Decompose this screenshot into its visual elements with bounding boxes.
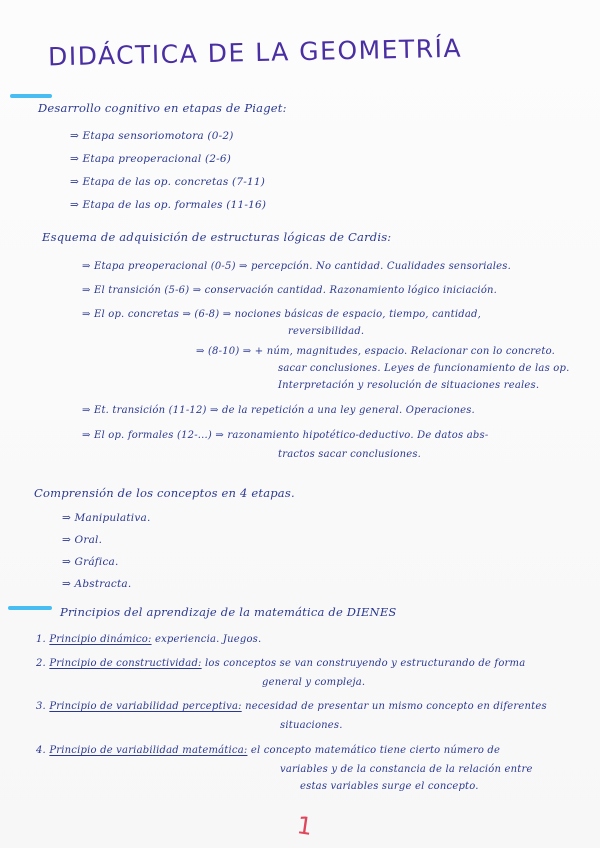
comprension-item: ⇒ Manipulativa. <box>62 512 151 524</box>
piaget-item: ⇒ Etapa preoperacional (2-6) <box>70 153 232 165</box>
piaget-item: ⇒ Etapa de las op. concretas (7-11) <box>70 176 266 188</box>
principle-text: el concepto matemático tiene cierto número de <box>250 745 501 756</box>
cardis-item: tractos sacar conclusiones. <box>278 449 422 460</box>
piaget-heading: Desarrollo cognitivo en etapas de Piaget: <box>38 101 287 115</box>
cardis-item: ⇒ Et. transición (11-12) ⇒ de la repetición a una ley general. Operaciones. <box>82 405 475 416</box>
cardis-heading: Esquema de adquisición de estructuras lógicas de Cardis: <box>42 230 392 244</box>
cardis-item: ⇒ El op. formales (12-...) ⇒ razonamiento hipotético-deductivo. De datos abs- <box>82 430 489 441</box>
cardis-item: Interpretación y resolución de situaciones reales. <box>278 380 540 391</box>
comprension-item: ⇒ Abstracta. <box>62 578 132 590</box>
principle-title: Principio dinámico: <box>49 634 152 645</box>
principle-2-cont: general y compleja. <box>262 677 366 688</box>
cardis-item: reversibilidad. <box>288 326 365 337</box>
principle-4-cont: estas variables surge el concepto. <box>300 781 479 792</box>
principle-text: experiencia. Juegos. <box>154 634 262 645</box>
comprension-item: ⇒ Oral. <box>62 534 103 546</box>
piaget-item: ⇒ Etapa de las op. formales (11-16) <box>70 199 267 211</box>
principle-1 <box>36 634 261 645</box>
principle-4-cont: variables y de la constancia de la relación entre <box>280 764 533 775</box>
comprension-heading: Comprensión de los conceptos en 4 etapas. <box>34 486 295 500</box>
highlighter-mark <box>8 606 52 610</box>
principle-number: 3. <box>36 701 46 712</box>
comprension-item: ⇒ Gráfica. <box>62 556 119 568</box>
highlighter-mark <box>10 94 52 98</box>
page-number: 1 <box>295 811 315 841</box>
principle-number: 2. <box>36 658 46 669</box>
principle-3 <box>36 701 547 712</box>
cardis-item: ⇒ El op. concretas ⇒ (6-8) ⇒ nociones básicas de espacio, tiempo, cantidad, <box>82 309 482 320</box>
principle-number: 4. <box>36 745 46 756</box>
principle-title: Principio de constructividad: <box>49 658 202 669</box>
cardis-item: sacar conclusiones. Leyes de funcionamiento de las op. <box>278 363 570 374</box>
principle-2 <box>36 658 525 669</box>
principle-text: los conceptos se van construyendo y estructurando de forma <box>205 658 526 669</box>
principle-title: Principio de variabilidad perceptiva: <box>49 701 242 712</box>
piaget-item: ⇒ Etapa sensoriomotora (0-2) <box>70 130 234 142</box>
cardis-item: ⇒ (8-10) ⇒ + núm, magnitudes, espacio. Relacionar con lo concreto. <box>196 346 556 357</box>
cardis-item: ⇒ Etapa preoperacional (0-5) ⇒ percepción. No cantidad. Cualidades sensoriales. <box>82 261 511 272</box>
cardis-item: ⇒ El transición (5-6) ⇒ conservación cantidad. Razonamiento lógico iniciación. <box>82 285 498 296</box>
principle-number: 1. <box>36 634 46 645</box>
page-title: DIDÁCTICA DE LA GEOMETRÍA <box>47 33 463 72</box>
principle-title: Principio de variabilidad matemática: <box>49 745 248 756</box>
dienes-heading: Principios del aprendizaje de la matemática de DIENES <box>60 605 397 619</box>
principle-4 <box>36 745 500 756</box>
principle-3-cont: situaciones. <box>280 720 343 731</box>
principle-text: necesidad de presentar un mismo concepto en diferentes <box>245 701 547 712</box>
